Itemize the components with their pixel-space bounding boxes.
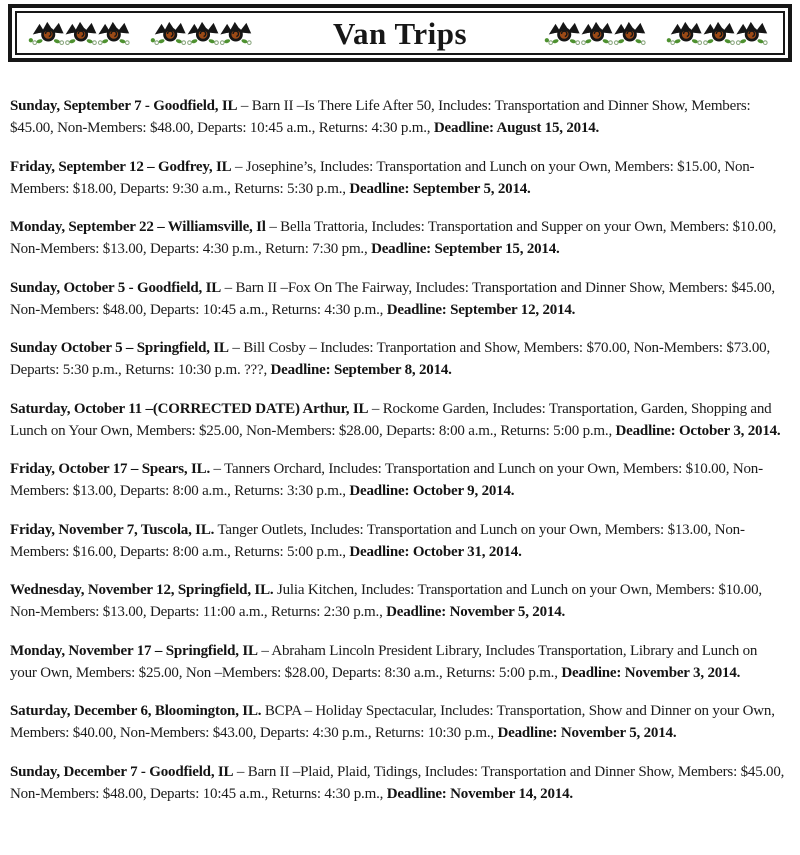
trip-details: – Josephine’s, Includes: Transportation and Lunch on your Own, Members: $15.00, Non-Members: $18.00, Departs: 9:30 a.m., Returns: 5:30 p.m., (10, 158, 755, 197)
trip-date-location: Friday, October 17 – Spears, IL. (10, 461, 210, 477)
ornament-group-left (27, 19, 257, 48)
trip-entry (10, 640, 786, 684)
trip-details: Tanger Outlets, Includes: Transportation and Lunch on your Own, Members: $13.00, Non-Members: $16.00, Departs: 8:00 a.m., Returns: 5:00 p.m., (10, 521, 745, 560)
trip-date-location: Saturday, October 11 –(CORRECTED DATE) Arthur, IL (10, 400, 369, 417)
trip-deadline: Deadline: September 8, 2014. (270, 362, 452, 378)
trip-date-location: Sunday, December 7 - Goodfield, IL (10, 763, 234, 780)
trip-deadline: Deadline: November 14, 2014. (386, 785, 573, 802)
ornament-group-right (543, 19, 773, 48)
trip-date-location: Sunday, September 7 - Goodfield, IL (10, 98, 238, 114)
trip-details: – Barn II –Is There Life After 50, Includes: Transportation and Dinner Show, Members: $45.00, Non-Members: $48.00, Departs: 10:45 a.m., Returns: 4:30 p.m., (10, 98, 751, 136)
rose-vine-ornament-icon (543, 19, 651, 48)
trip-deadline: Deadline: September 15, 2014. (371, 241, 560, 257)
trip-details: – Barn II –Plaid, Plaid, Tidings, Includes: Transportation and Dinner Show, Members: $45.00, Non-Members: $48.00, Departs: 10:45 a.m., Returns: 4:30 p.m., (10, 763, 785, 802)
header-inner (15, 11, 785, 55)
trip-entry (10, 277, 786, 321)
trip-date-location: Wednesday, November 12, Springfield, IL. (10, 582, 274, 598)
trip-date-location: Saturday, December 6, Bloomington, IL. (10, 703, 262, 719)
trip-entry (10, 216, 786, 260)
trip-date-location: Monday, November 17 – Springfield, IL (10, 642, 258, 659)
trip-entry (10, 398, 786, 442)
trip-date-location: Monday, September 22 – Williamsville, Il (10, 219, 266, 235)
trip-entry (10, 337, 786, 381)
trip-entry (10, 700, 786, 744)
trip-entry (10, 579, 786, 623)
trip-deadline: Deadline: November 5, 2014. (386, 604, 566, 620)
trip-entry (10, 95, 786, 139)
trip-details: – Rockome Garden, Includes: Transportation, Garden, Shopping and Lunch on Your Own, Members: $25.00, Non-Members: $28.00, Departs: 8:00 a.m., Returns: 5:00 p.m., (10, 400, 772, 439)
trip-date-location: Sunday, October 5 - Goodfield, IL (10, 279, 222, 296)
trip-deadline: Deadline: September 5, 2014. (349, 180, 531, 197)
trip-date-location: Friday, November 7, Tuscola, IL. (10, 521, 215, 538)
trip-list (0, 62, 800, 805)
trip-details: – Barn II –Fox On The Fairway, Includes: Transportation and Dinner Show, Members: $45.00, Non-Members: $48.00, Departs: 10:45 a.m., Returns: 4:30 p.m., (10, 279, 775, 318)
trip-deadline: Deadline: October 3, 2014. (615, 422, 781, 439)
page-title: Van Trips (332, 15, 468, 51)
rose-vine-ornament-icon (149, 19, 257, 48)
trip-entry (10, 519, 786, 563)
header (8, 4, 792, 62)
trip-details: BCPA – Holiday Spectacular, Includes: Transportation, Show and Dinner on your Own, Members: $40.00, Non-Members: $43.00, Departs: 4:30 p.m., Returns: 10:30 p.m., (10, 703, 775, 741)
trip-deadline: Deadline: August 15, 2014. (433, 120, 600, 136)
rose-vine-ornament-icon (27, 19, 135, 48)
trip-details: – Bill Cosby – Includes: Tranportation and Show, Members: $70.00, Non-Members: $73.00, Departs: 5:30 p.m., Returns: 10:30 p.m. ???, (10, 340, 770, 378)
trip-details: – Abraham Lincoln President Library, Includes Transportation, Library and Lunch on your Own, Members: $25.00, Non –Members: $28.00, Departs: 8:30 a.m., Returns: 5:00 p.m., (10, 642, 758, 681)
trip-date-location: Sunday October 5 – Springfield, IL (10, 340, 229, 356)
trip-details: Julia Kitchen, Includes: Transportation and Lunch on your Own, Members: $10.00, Non-Members: $13.00, Departs: 11:00 a.m., Returns: 2:30 p.m., (10, 582, 762, 620)
trip-details: – Bella Trattoria, Includes: Transportation and Supper on your Own, Members: $10.00, Non-Members: $13.00, Departs: 4:30 p.m., Return: 7:30 pm., (10, 219, 777, 257)
trip-date-location: Friday, September 12 – Godfrey, IL (10, 158, 232, 175)
trip-entry (10, 458, 786, 502)
rose-vine-ornament-icon (665, 19, 773, 48)
trip-details: – Tanners Orchard, Includes: Transportation and Lunch on your Own, Members: $10.00, Non-Members: $13.00, Departs: 8:00 a.m., Returns: 3:30 p.m., (10, 461, 763, 499)
trip-deadline: Deadline: November 5, 2014. (497, 725, 677, 741)
trip-entry (10, 761, 786, 805)
trip-deadline: Deadline: October 9, 2014. (349, 483, 515, 499)
trip-deadline: Deadline: November 3, 2014. (561, 664, 741, 681)
trip-entry (10, 156, 786, 200)
trip-deadline: Deadline: October 31, 2014. (349, 543, 522, 560)
trip-deadline: Deadline: September 12, 2014. (386, 301, 576, 318)
